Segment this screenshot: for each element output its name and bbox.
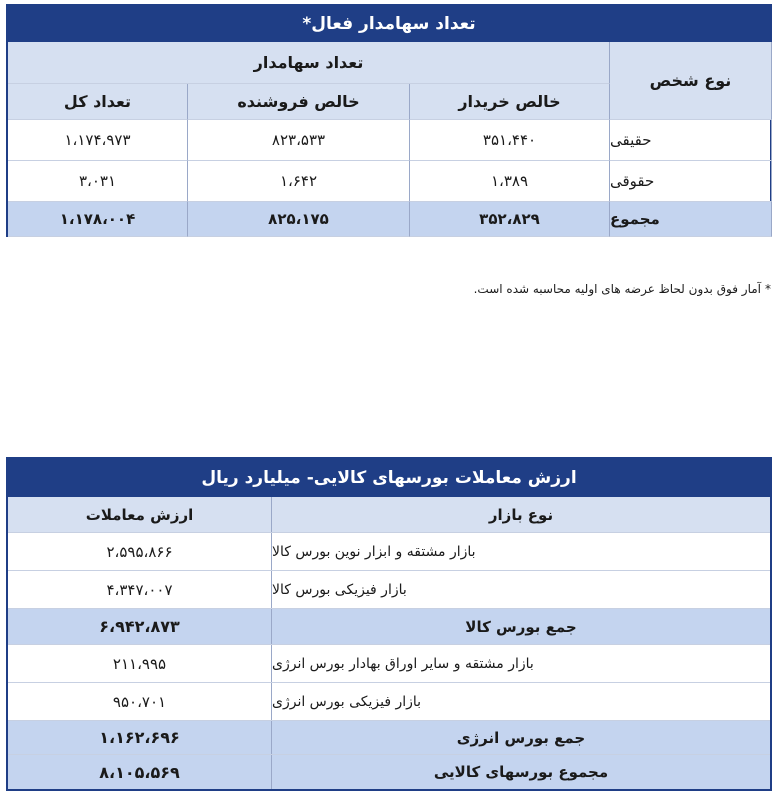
- trade-value: ۴،۳۴۷،۰۰۷: [8, 571, 272, 608]
- header-market-type: نوع بازار: [488, 505, 554, 524]
- table-title: ارزش معاملات بورسهای کالایی- میلیارد ریال: [8, 459, 770, 497]
- subtotal-row: [8, 609, 770, 645]
- subtotal-label: جمع بورس کالا: [465, 617, 577, 636]
- footnote-text: آمار فوق بدون لحاظ عرضه های اولیه محاسبه شده است.: [473, 282, 761, 296]
- trade-value: ۲،۵۹۵،۸۶۶: [8, 533, 272, 570]
- grand-total-label: مجموع بورسهای کالایی: [433, 763, 609, 781]
- active-shareholders-table: [6, 4, 772, 237]
- header-total-count: تعداد کل: [8, 84, 188, 120]
- table-row: [8, 645, 770, 683]
- total-value: ۳،۰۳۱: [8, 161, 188, 202]
- market-label: بازار فیزیکی بورس کالا: [272, 581, 407, 598]
- header-net-seller: خالص فروشنده: [188, 84, 410, 120]
- total-row-label: مجموع: [610, 202, 772, 237]
- buyer-total: ۳۵۲،۸۲۹: [410, 202, 610, 237]
- commodity-exchange-trades-table: [6, 457, 772, 791]
- subtotal-value: ۶،۹۴۲،۸۷۳: [8, 609, 272, 644]
- seller-total: ۸۲۵،۱۷۵: [188, 202, 410, 237]
- subtotal-label: جمع بورس انرژی: [456, 728, 586, 747]
- footnote: [474, 282, 771, 296]
- subtotal-row: [8, 721, 770, 755]
- trade-value: ۹۵۰،۷۰۱: [8, 683, 272, 720]
- market-label: بازار فیزیکی بورس انرژی: [272, 693, 422, 710]
- buyer-value: ۱،۳۸۹: [410, 161, 610, 202]
- grand-total-row: [8, 755, 770, 789]
- footnote-marker: *: [765, 282, 771, 296]
- table-row: [8, 533, 770, 571]
- total-value: ۱،۱۷۴،۹۷۳: [8, 120, 188, 161]
- grand-total-value: ۸،۱۰۵،۵۶۹: [8, 755, 272, 789]
- market-label: بازار مشتقه و ابزار نوین بورس کالا: [272, 543, 476, 560]
- trade-value: ۲۱۱،۹۹۵: [8, 645, 272, 682]
- table-row: [8, 571, 770, 609]
- seller-value: ۱،۶۴۲: [188, 161, 410, 202]
- table-title: تعداد سهامدار فعال*: [8, 6, 770, 42]
- buyer-value: ۳۵۱،۴۴۰: [410, 120, 610, 161]
- seller-value: ۸۲۳،۵۳۳: [188, 120, 410, 161]
- subtotal-value: ۱،۱۶۲،۶۹۶: [8, 721, 272, 754]
- row-label: حقوقی: [610, 161, 772, 202]
- header-trade-value: ارزش معاملات: [8, 497, 272, 532]
- header-person-type: نوع شخص: [610, 42, 772, 120]
- row-label: حقیقی: [610, 120, 772, 161]
- table-row: [8, 683, 770, 721]
- table-header-row: [8, 497, 770, 533]
- header-shareholder-count: تعداد سهامدار: [8, 42, 610, 84]
- grand-total: ۱،۱۷۸،۰۰۴: [8, 202, 188, 237]
- header-net-buyer: خالص خریدار: [410, 84, 610, 120]
- market-label: بازار مشتقه و سایر اوراق بهادار بورس انرژی: [272, 655, 534, 672]
